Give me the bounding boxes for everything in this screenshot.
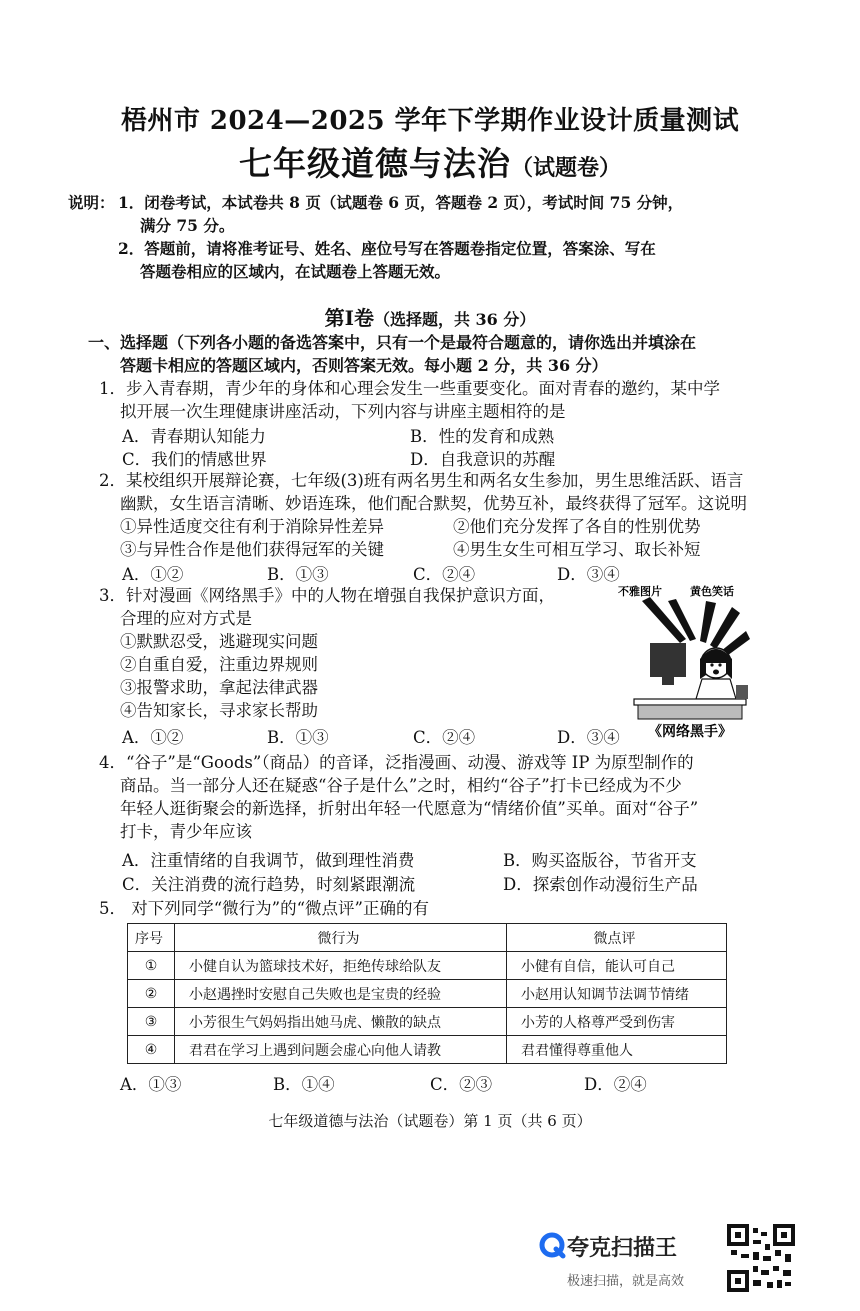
- q1-option-a: A．青春期认知能力: [122, 427, 266, 446]
- row-behavior: 君君在学习上遇到问题会虚心向他人请教: [175, 1036, 507, 1064]
- q2-option-b: B．①③: [267, 565, 329, 584]
- header-comment: 微点评: [507, 924, 727, 952]
- q5-table: [127, 923, 727, 1064]
- q4-option-d: D．探索创作动漫衍生产品: [503, 875, 698, 894]
- q1-stem-line1: 1．步入青春期，青少年的身体和心理会发生一些重要变化。面对青春的邀约，某中学: [99, 379, 720, 398]
- q3-option-a: A．①②: [122, 728, 184, 747]
- section-heading: [0, 302, 860, 331]
- note-2-line1: 2．答题前，请将准考证号、姓名、座位号写在答题卷指定位置，答案涂、写在: [118, 239, 656, 258]
- scanner-brand-name: 夸克扫描王: [567, 1236, 678, 1261]
- row-number: ①: [128, 952, 175, 980]
- q5-option-c: C．②③: [430, 1075, 493, 1094]
- row-behavior: 小赵遇挫时安慰自己失败也是宝贵的经验: [175, 980, 507, 1008]
- row-number: ③: [128, 1008, 175, 1036]
- q2-stem-line1: 2．某校组织开展辩论赛，七年级(3)班有两名男生和两名女生参加，男生思维活跃、语言: [99, 471, 744, 490]
- q2-stem-line2: 幽默，女生语言清晰、妙语连珠，他们配合默契，优势互补，最终获得了冠军。这说明: [120, 494, 747, 513]
- cartoon-label-right: 黄色笑话: [690, 585, 734, 598]
- q1-option-d: D．自我意识的苏醒: [410, 450, 556, 469]
- q2-statement-3: ③与异性合作是他们获得冠军的关键: [120, 540, 384, 559]
- row-comment: 君君懂得尊重他人: [507, 1036, 727, 1064]
- row-comment: 小芳的人格尊严受到伤害: [507, 1008, 727, 1036]
- instructions-line2: 答题卡相应的答题区域内，否则答案无效。每小题 2 分，共 36 分）: [120, 356, 608, 375]
- instructions-line1: 一、选择题（下列各小题的备选答案中，只有一个是最符合题意的，请你选出并填涂在: [88, 333, 697, 352]
- note-1-line1: 1．闭卷考试，本试卷共 8 页（试题卷 6 页，答题卷 2 页），考试时间 75 分钟，: [118, 193, 684, 212]
- black-hand-3: [700, 601, 716, 643]
- section-subtitle: （选择题，共 36 分）: [373, 310, 536, 329]
- exam-subject: 七年级道德与法治: [238, 144, 511, 183]
- desk: [634, 699, 746, 705]
- q4-option-a: A．注重情绪的自我调节，做到理性消费: [122, 851, 415, 870]
- header-behavior: 微行为: [175, 924, 507, 952]
- table-header-row: [128, 924, 727, 952]
- q5-option-b: B．①④: [273, 1075, 335, 1094]
- q1-option-b: B．性的发育和成熟: [410, 427, 555, 446]
- exam-title: [0, 138, 860, 185]
- q3-option-d: D．③④: [557, 728, 620, 747]
- q4-option-b: B．购买盗版谷，节省开支: [503, 851, 697, 870]
- cartoon-label-left: 不雅图片: [618, 585, 662, 598]
- page-footer: 七年级道德与法治（试题卷）第 1 页（共 6 页）: [268, 1112, 592, 1130]
- q2-statement-2: ②他们充分发挥了各自的性别优势: [453, 517, 701, 536]
- table-row: [128, 980, 727, 1008]
- row-behavior: 小健自认为篮球技术好，拒绝传球给队友: [175, 952, 507, 980]
- computer-monitor: [650, 643, 686, 677]
- cartoon-internet-black-hands: [618, 583, 752, 741]
- row-comment: 小健有自信，能认可自己: [507, 952, 727, 980]
- q2-statement-1: ①异性适度交往有利于消除异性差异: [120, 517, 384, 536]
- table-row: [128, 1008, 727, 1036]
- q4-option-c: C．关注消费的流行趋势，时刻紧跟潮流: [122, 875, 416, 894]
- table-row: [128, 952, 727, 980]
- q3-stem-line1: 3．针对漫画《网络黑手》中的人物在增强自我保护意识方面，: [99, 586, 555, 605]
- scanner-logo-icon: [538, 1231, 566, 1259]
- q2-statement-4: ④男生女生可相互学习、取长补短: [453, 540, 701, 559]
- row-behavior: 小芳很生气妈妈指出她马虎、懒散的缺点: [175, 1008, 507, 1036]
- exam-title-line1: 梧州市 2024—2025 学年下学期作业设计质量测试: [120, 106, 740, 136]
- q3-statement-4: ④告知家长，寻求家长帮助: [120, 701, 318, 720]
- q2-option-c: C．②④: [413, 565, 476, 584]
- cartoon-caption: 《网络黑手》: [648, 724, 732, 740]
- q2-option-d: D．③④: [557, 565, 620, 584]
- section-title: 第Ⅰ卷: [324, 306, 374, 330]
- note-1-line2: 满分 75 分。: [140, 216, 235, 235]
- cartoon-illustration: [618, 583, 752, 741]
- qr-code-icon: [727, 1224, 795, 1292]
- q5-option-d: D．②④: [584, 1075, 647, 1094]
- q3-stem-line2: 合理的应对方式是: [120, 609, 252, 628]
- q3-option-b: B．①③: [267, 728, 329, 747]
- q3-option-c: C．②④: [413, 728, 476, 747]
- row-number: ④: [128, 1036, 175, 1064]
- row-comment: 小赵用认知调节法调节情绪: [507, 980, 727, 1008]
- notes-label: 说明：: [68, 193, 115, 212]
- q3-statement-1: ①默默忍受，逃避现实问题: [120, 632, 318, 651]
- note-2-line2: 答题卷相应的区域内，在试题卷上答题无效。: [140, 262, 451, 281]
- exam-paper-type: （试题卷）: [510, 155, 621, 181]
- q5-option-a: A．①③: [120, 1075, 182, 1094]
- q4-stem-line2: 商品。当一部分人还在疑惑“谷子是什么”之时，相约“谷子”打卡已经成为不少: [120, 776, 682, 795]
- q3-statement-3: ③报警求助，拿起法律武器: [120, 678, 318, 697]
- girl-body: [696, 679, 736, 699]
- q4-stem-line3: 年轻人逛街聚会的新选择，折射出年轻一代愿意为“情绪价值”买单。面对“谷子”: [120, 799, 699, 818]
- q5-stem: 5． 对下列同学“微行为”的“微点评”正确的有: [99, 899, 429, 918]
- q1-stem-line2: 拟开展一次生理健康讲座活动，下列内容与讲座主题相符的是: [120, 402, 566, 421]
- header-number: 序号: [128, 924, 175, 952]
- table-row: [128, 1036, 727, 1064]
- q1-option-c: C．我们的情感世界: [122, 450, 267, 469]
- row-number: ②: [128, 980, 175, 1008]
- q4-stem-line1: 4．“谷子”是“Goods”（商品）的音译，泛指漫画、动漫、游戏等 IP 为原型制作的: [99, 753, 694, 772]
- q3-statement-2: ②自重自爱，注重边界规则: [120, 655, 318, 674]
- q2-option-a: A．①②: [122, 565, 184, 584]
- scanner-slogan: 极速扫描，就是高效: [567, 1274, 685, 1289]
- q4-stem-line4: 打卡，青少年应该: [120, 822, 252, 841]
